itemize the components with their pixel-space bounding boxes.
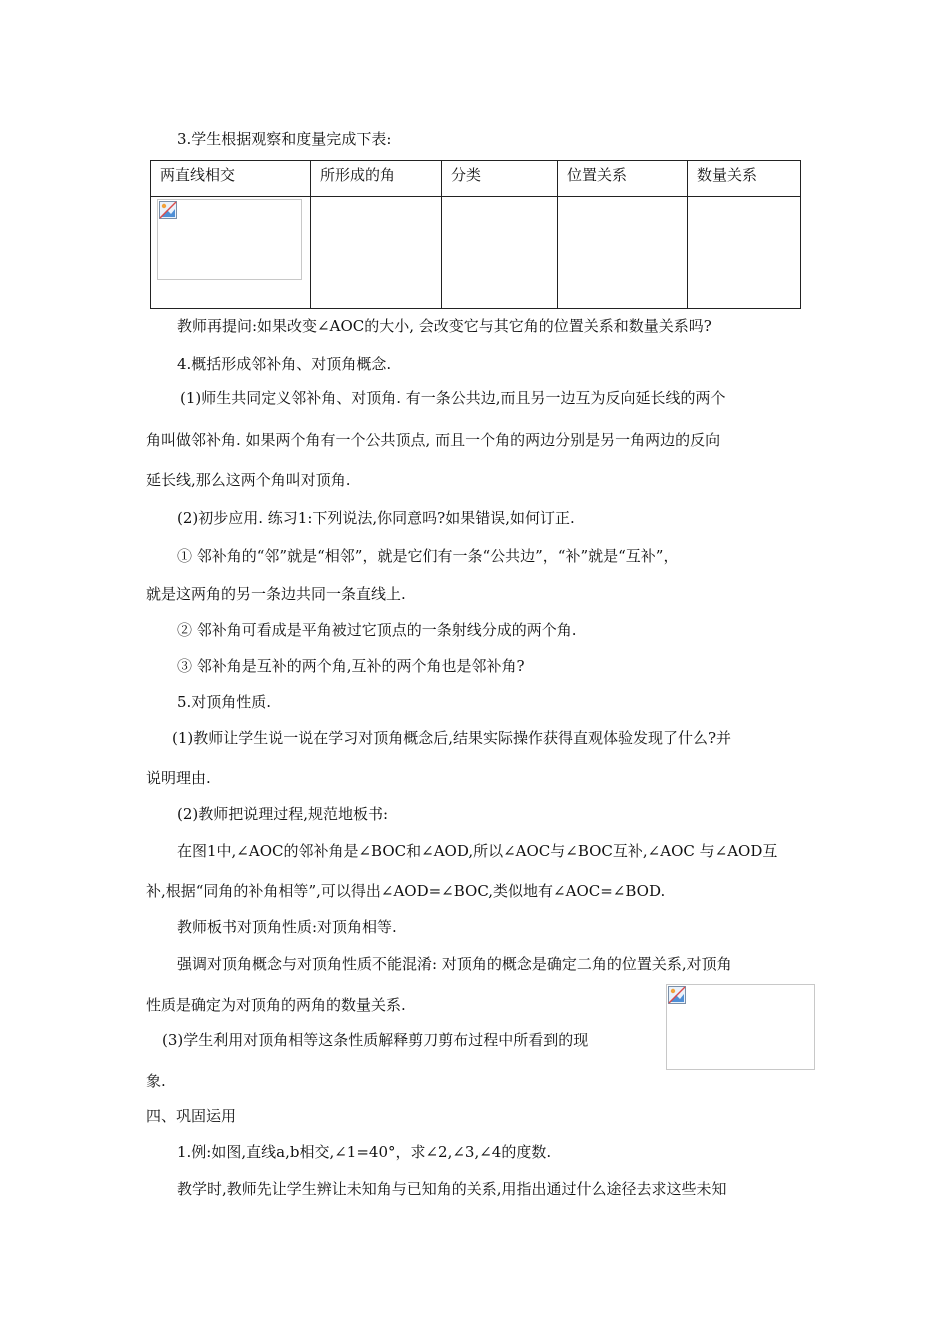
figure-placeholder [666,984,815,1070]
paragraph-line: 教学时,教师先让学生辨让未知角与已知角的关系,用指出通过什么途径去求这些未知 [177,1180,727,1198]
paragraph-line: 角叫做邻补角. 如果两个角有一个公共顶点, 而且一个角的两边分别是另一角两边的反向 [146,431,721,449]
paragraph-line: (2)初步应用. 练习1:下列说法,你同意吗?如果错误,如何订正. [177,509,575,527]
table-cell [558,197,688,309]
section-heading: 四、巩固运用 [146,1107,237,1125]
table-header-row [151,161,801,197]
paragraph-line: 教师再提问:如果改变∠AOC的大小, 会改变它与其它角的位置关系和数量关系吗? [177,317,712,335]
table-header-cell: 数量关系 [688,161,801,197]
table-header-cell: 所形成的角 [311,161,442,197]
paragraph-line: 教师板书对顶角性质:对顶角相等. [177,918,397,936]
paragraph-line: 延长线,那么这两个角叫对顶角. [146,471,351,489]
paragraph-line: 在图1中,∠AOC的邻补角是∠BOC和∠AOD,所以∠AOC与∠BOC互补,∠AOC 与∠AOD互 [177,842,778,860]
paragraph-line: (1)教师让学生说一说在学习对顶角概念后,结果实际操作获得直观体验发现了什么?并 [172,729,732,747]
broken-image-icon [159,201,177,219]
figure-placeholder [157,199,302,280]
table-cell [688,197,801,309]
broken-image-icon [668,986,686,1004]
paragraph-line: 性质是确定为对顶角的两角的数量关系. [146,996,406,1014]
paragraph-line: 4.概括形成邻补角、对顶角概念. [177,355,392,373]
table-cell [442,197,558,309]
table-header-cell: 分类 [442,161,558,197]
paragraph-line: ② 邻补角可看成是平角被过它顶点的一条射线分成的两个角. [177,621,577,639]
paragraph-line: 说明理由. [146,769,211,787]
paragraph-line: 5.对顶角性质. [177,693,272,711]
table-header-cell: 两直线相交 [151,161,311,197]
paragraph-line: 补,根据“同角的补角相等”,可以得出∠AOD=∠BOC,类似地有∠AOC=∠BOD. [146,882,666,900]
paragraph-line: (3)学生利用对顶角相等这条性质解释剪刀剪布过程中所看到的现 [162,1031,589,1049]
table-header-cell: 位置关系 [558,161,688,197]
table-cell [311,197,442,309]
paragraph-line: (2)教师把说理过程,规范地板书: [177,805,389,823]
paragraph-line: 3.学生根据观察和度量完成下表: [177,130,392,148]
paragraph-line: ① 邻补角的“邻”就是“相邻”，就是它们有一条“公共边”，“补”就是“互补”， [177,547,679,565]
paragraph-line: 就是这两角的另一条边共同一条直线上. [146,585,406,603]
paragraph-line: (1)师生共同定义邻补角、对顶角. 有一条公共边,而且另一边互为反向延长线的两个 [180,389,726,407]
paragraph-line: 1.例:如图,直线a,b相交,∠1=40°，求∠2,∠3,∠4的度数. [177,1143,552,1161]
paragraph-line: 强调对顶角概念与对顶角性质不能混淆: 对顶角的概念是确定二角的位置关系,对顶角 [177,955,732,973]
paragraph-line: ③ 邻补角是互补的两个角,互补的两个角也是邻补角? [177,657,525,675]
paragraph-line: 象. [146,1072,166,1090]
